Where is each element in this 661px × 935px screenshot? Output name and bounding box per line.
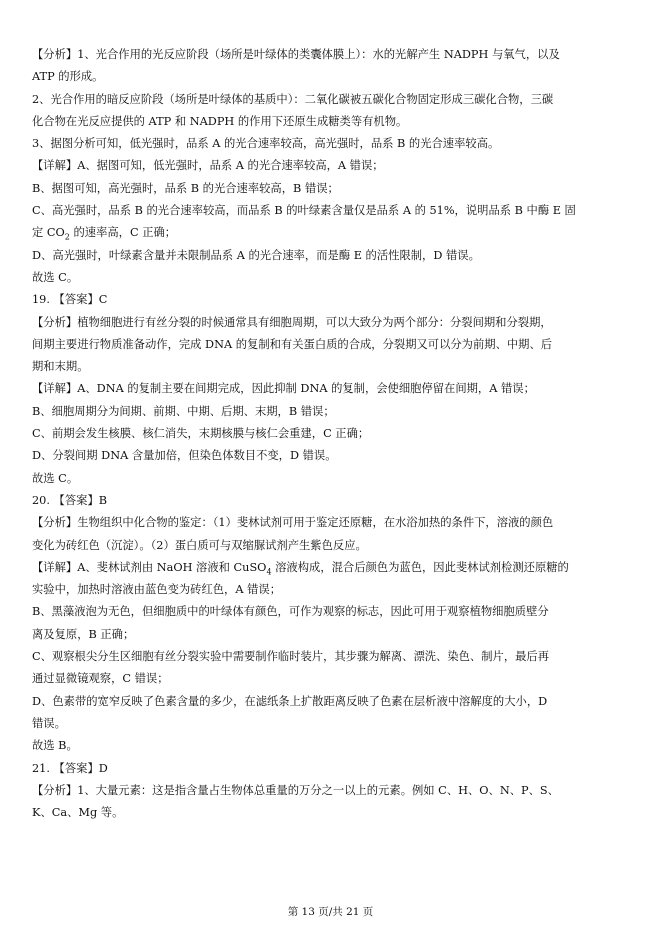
text-line: 化合物在光反应提供的 ATP 和 NADPH 的作用下还原生成糖类等有机物。 (32, 114, 408, 128)
text-line: B、细胞周期分为间期、前期、中期、后期、末期，B 错误； (32, 404, 335, 418)
text-line: 通过显微镜观察，C 错误； (32, 672, 169, 686)
text-line: 期和末期。 (32, 360, 89, 374)
text-line: K、Ca、Mg 等。 (32, 806, 124, 820)
cuso4-after: 溶液构成，混合后颜色为蓝色，因此斐林试剂检测还原糖的 (271, 560, 569, 574)
text-line: 实验中，加热时溶液由蓝色变为砖红色，A 错误； (32, 583, 281, 597)
co2-after: 的速率高，C 正确； (69, 226, 177, 240)
answer-heading-19: 19. 【答案】C (32, 293, 108, 307)
text-line: ATP 的形成。 (32, 70, 104, 84)
text-line: D、色素带的宽窄反映了色素含量的多少，在滤纸条上扩散距离反映了色素在层析液中溶解度的大小，D (32, 694, 548, 708)
text-line: 【详解】A、据图可知，低光强时，品系 A 的光合速率较高，A 错误； (32, 159, 384, 173)
answer-heading-20: 20. 【答案】B (32, 493, 108, 507)
text-line-co2 (32, 222, 632, 244)
answer-heading-21: 21. 【答案】D (32, 761, 108, 775)
text-line: B、据图可知，高光强时，品系 B 的光合速率较高，B 错误； (32, 181, 339, 195)
co2-before: 定 CO (32, 226, 65, 240)
text-line: 3、据图分析可知，低光强时，品系 A 的光合速率较高，高光强时，品系 B 的光合速率较高。 (32, 137, 500, 151)
text-line: 离及复原，B 正确； (32, 627, 135, 641)
text-line: 【分析】1、光合作用的光反应阶段（场所是叶绿体的类囊体膜上）：水的光解产生 NADPH 与氧气，以及 (32, 48, 560, 61)
text-line: C、观察根尖分生区细胞有丝分裂实验中需要制作临时装片，其步骤为解离、漂洗、染色、制片，最后再 (32, 650, 550, 664)
text-line: 【分析】生物组织中化合物的鉴定：（1）斐林试剂可用于鉴定还原糖，在水浴加热的条件下，溶液的颜色 (32, 516, 554, 530)
answer-explanation-body (32, 44, 632, 824)
text-line: 错误。 (32, 716, 66, 730)
cuso4-subscript: 4 (266, 567, 272, 577)
text-line: 故选 C。 (32, 471, 79, 485)
cuso4-before: 【详解】A、斐林试剂由 NaOH 溶液和 CuSO (32, 560, 267, 574)
text-line: D、高光强时，叶绿素含量并未限制品系 A 的光合速率，而是酶 E 的活性限制，D 错误。 (32, 248, 480, 262)
page-number-footer: 第 13 页/共 21 页 (287, 906, 374, 918)
text-line: 2、光合作用的暗反应阶段（场所是叶绿体的基质中）：二氧化碳被五碳化合物固定形成三碳化合物，三碳 (32, 92, 554, 106)
text-line: C、高光强时，品系 B 的光合速率较高，而品系 B 的叶绿素含量仅是品系 A 的 51%，说明品系 B 中酶 E 固 (32, 204, 576, 218)
text-line: 故选 B。 (32, 739, 78, 753)
text-line: B、黑藻液泡为无色，但细胞质中的叶绿体有颜色，可作为观察的标志，因此可用于观察植物细胞质壁分 (32, 605, 549, 619)
text-line: 变化为砖红色（沉淀）。（2）蛋白质可与双缩脲试剂产生紫色反应。 (32, 538, 367, 552)
text-line: 【分析】植物细胞进行有丝分裂的时候通常具有细胞周期，可以大致分为两个部分：分裂间期和分裂期， (32, 315, 552, 329)
text-line: 间期主要进行物质准备动作，完成 DNA 的复制和有关蛋白质的合成，分裂期又可以分为前期、中期、后 (32, 337, 553, 351)
text-line: 【详解】A、DNA 的复制主要在间期完成，因此抑制 DNA 的复制，会使细胞停留在间期，A 错误； (32, 382, 535, 396)
co2-subscript: 2 (64, 232, 70, 242)
text-line: C、前期会发生核膜、核仁消失，末期核膜与核仁会重建，C 正确； (32, 427, 370, 441)
text-line: 【分析】1、大量元素：这是指含量占生物体总重量的万分之一以上的元素。例如 C、H、O、N、P、S、 (32, 783, 559, 797)
text-line: 故选 C。 (32, 270, 79, 284)
text-line-cuso4 (32, 557, 632, 579)
text-line: D、分裂间期 DNA 含量加倍，但染色体数目不变，D 错误。 (32, 449, 337, 463)
